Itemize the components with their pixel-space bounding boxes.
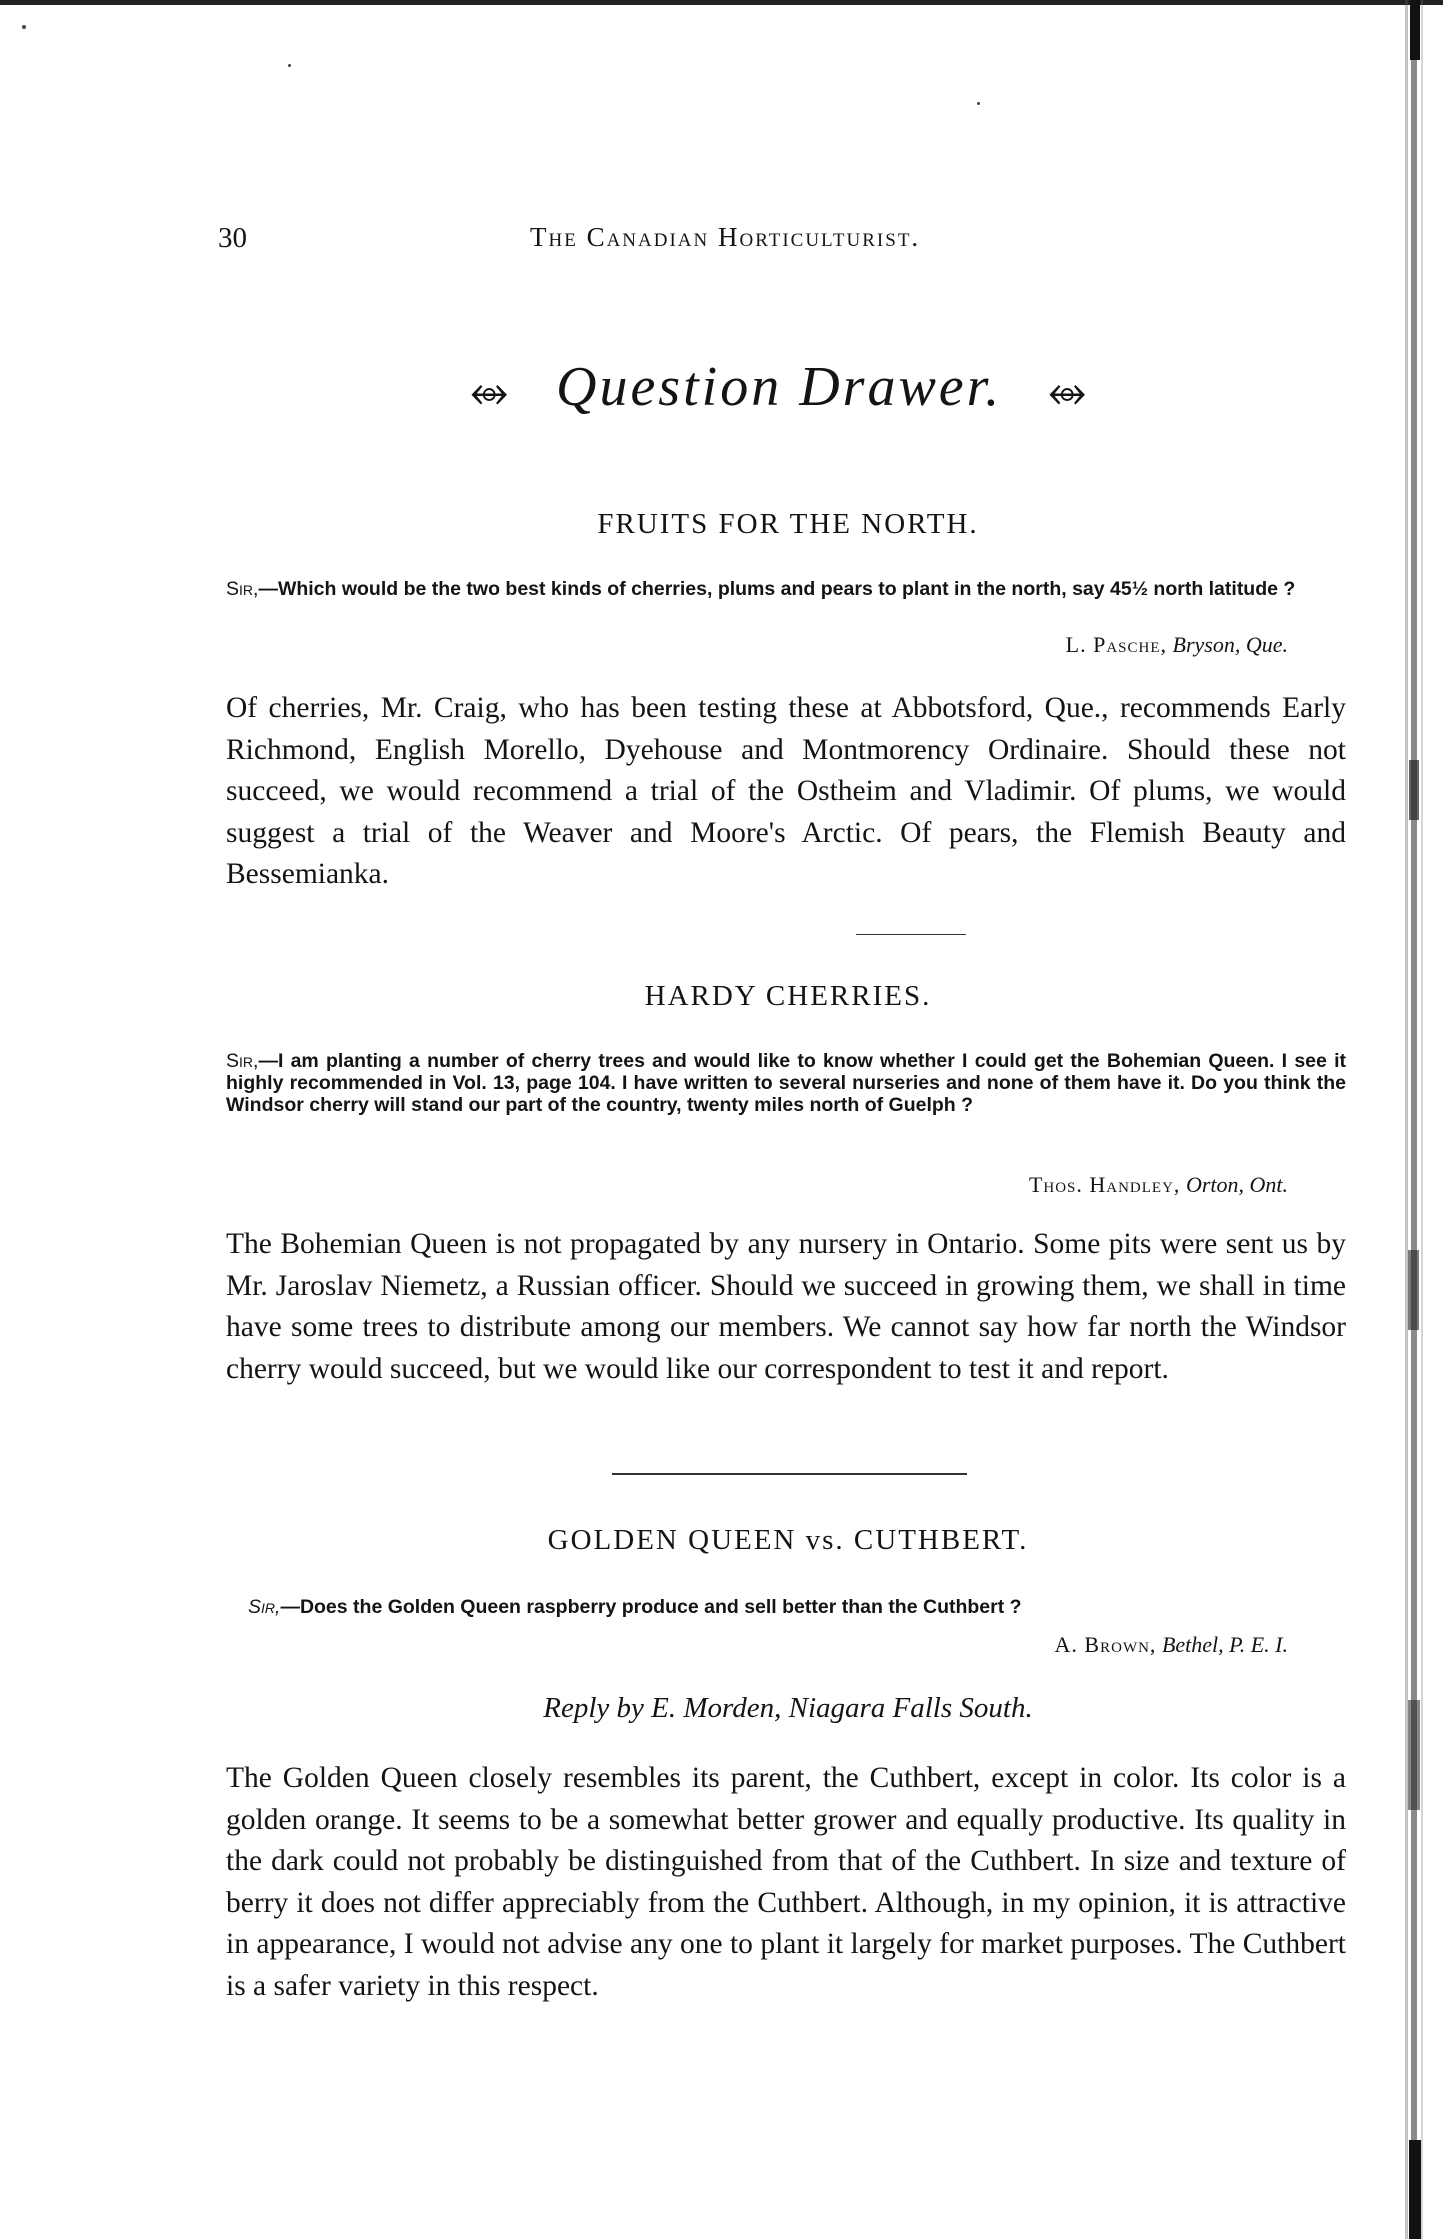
letter-signature <box>1029 1172 1288 1198</box>
section-divider <box>856 934 966 935</box>
letter-salutation: Sir, <box>226 578 259 600</box>
signature-place: Orton, Ont. <box>1185 1172 1288 1197</box>
left-ornament-icon: ⥈ <box>470 363 509 419</box>
signature-name: Thos. Handley, <box>1028 1172 1181 1197</box>
article-heading: HARDY CHERRIES. <box>644 980 932 1012</box>
signature-name: L. Pasche, <box>1065 632 1168 657</box>
section-header <box>470 355 1120 425</box>
paper-speck <box>977 102 980 105</box>
paper-speck <box>22 25 26 29</box>
answer-text: The Bohemian Queen is not propagated by any nursery in Ontario. Some pits were sent us by Mr. Jaroslav Niemetz, a Russian officer. Should we succeed in growing them, we shall in time have some trees to distribute among our members. We cannot say how far north the Windsor cherry would succeed, but we would like our correspondent to test it and report. <box>226 1228 1346 1385</box>
article-heading: GOLDEN QUEEN vs. CUTHBERT. <box>547 1524 1029 1556</box>
reply-attribution: Reply by E. Morden, Niagara Falls South. <box>543 1692 1033 1724</box>
signature-place: Bethel, P. E. I. <box>1161 1632 1288 1657</box>
letter-text: —Which would be the two best kinds of cherries, plums and pears to plant in the north, say 45½ north latitude ? <box>258 578 1296 600</box>
answer-text: Of cherries, Mr. Craig, who has been testing these at Abbotsford, Que., recommends Early Richmond, English Morello, Dyehouse and Montmorency Ordinaire. Should these not succeed, we would recommend a trial of the Ostheim and Vladimir. Of plums, we would suggest a trial of the Weaver and Moore's Arctic. Of pears, the Flemish Beauty and Bessemianka. <box>226 692 1346 890</box>
signature-place: Bryson, Que. <box>1172 632 1288 657</box>
letter-text: —I am planting a number of cherry trees and would like to know whether I could get the Bohemian Queen. I see it highly recommended in Vol. 13, page 104. I have written to several nurseries and none of them have it. Do you think the Windsor cherry will stand our part of the country, twenty miles north of Guelph ? <box>226 1050 1346 1116</box>
reader-letter <box>248 1596 1348 1618</box>
section-title: Question Drawer. <box>556 356 1003 418</box>
top-border-rule <box>0 0 1443 5</box>
section-divider <box>612 1473 967 1475</box>
article-heading: FRUITS FOR THE NORTH. <box>597 508 979 540</box>
letter-salutation: Sir, <box>248 1596 281 1618</box>
binding-edge <box>1383 0 1443 2239</box>
letter-text: —Does the Golden Queen raspberry produce and sell better than the Cuthbert ? <box>280 1596 1022 1618</box>
signature-name: A. Brown, <box>1054 1632 1157 1657</box>
letter-signature <box>1066 632 1288 658</box>
right-ornament-icon: ⥈ <box>1048 363 1087 419</box>
running-head: The Canadian Horticulturist. <box>530 222 921 252</box>
page-number: 30 <box>218 222 247 254</box>
paper-speck <box>288 64 291 67</box>
reader-letter <box>226 578 1346 600</box>
reader-letter <box>226 1050 1346 1116</box>
letter-signature <box>1055 1632 1288 1658</box>
answer-text: The Golden Queen closely resembles its parent, the Cuthbert, except in color. Its color is a golden orange. It seems to be a somewhat better grower and equally productive. Its quality in the dark could not probably be distinguished from that of the Cuthbert. In size and texture of berry it does not differ appreciably from the Cuthbert. Although, in my opinion, it is attractive in appearance, I would not advise any one to plant it largely for market purposes. The Cuthbert is a safer variety in this respect. <box>226 1762 1346 2002</box>
letter-salutation: Sir, <box>226 1050 259 1072</box>
